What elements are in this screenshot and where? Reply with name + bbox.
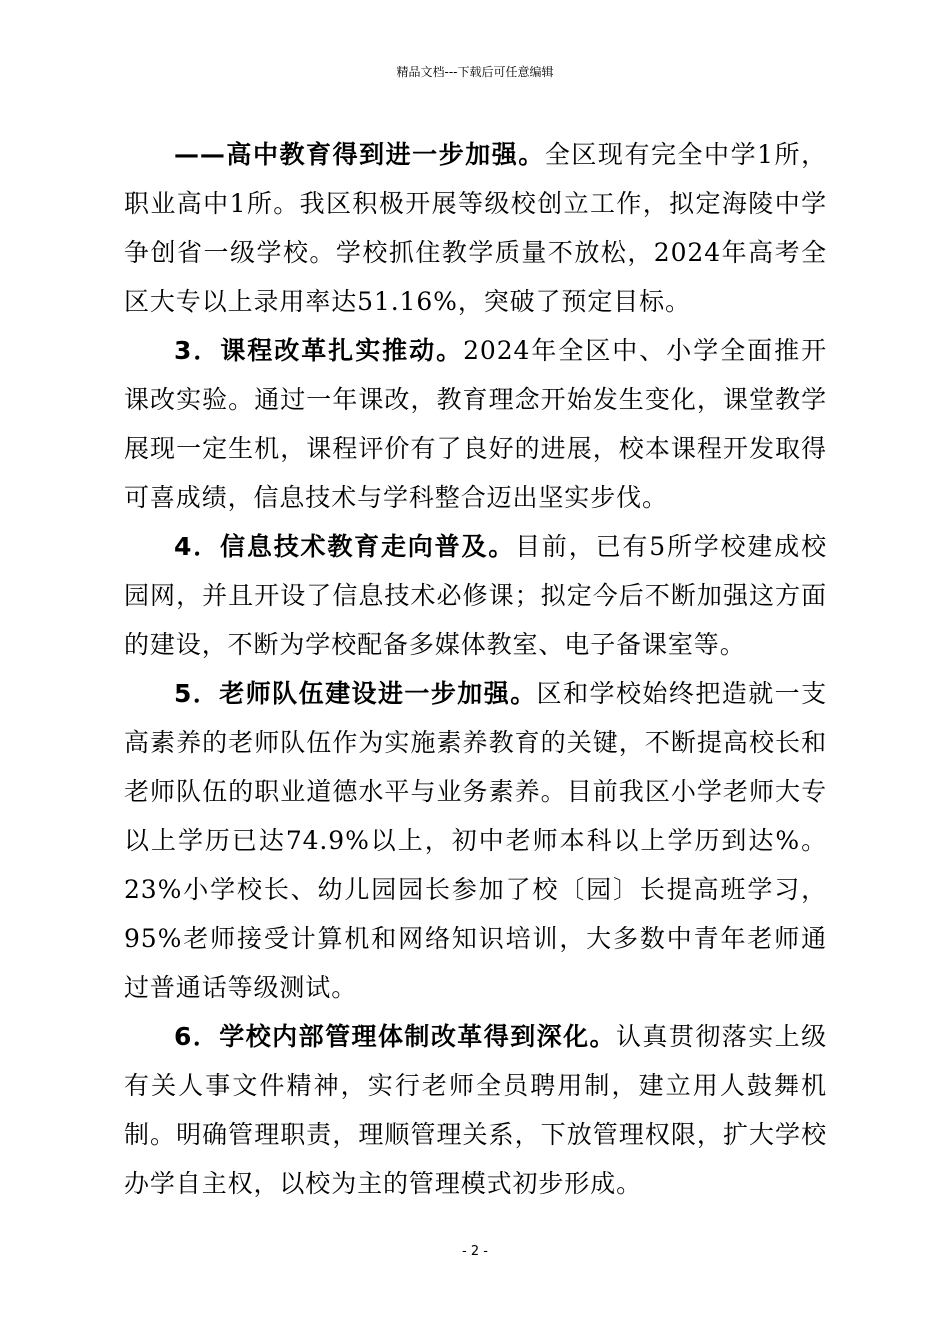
paragraph-high-school-education xyxy=(124,130,827,326)
paragraph-text: 认真贯彻落实上级有关人事文件精神，实行老师全员聘用制，建立用人鼓舞机制。明确管理职责，理顺管理关系，下放管理权限，扩大学校办学自主权，以校为主的管理模式初步形成。 xyxy=(124,1022,828,1198)
paragraph-text: 区和学校始终把造就一支高素养的老师队伍作为实施素养教育的关键，不断提高校长和老师队伍的职业道德水平与业务素养。目前我区小学老师大专以上学历已达74.9%以上，初中老师本科以上学历到达%。23%小学校长、幼儿园园长参加了校〔园〕长提高班学习，95%老师接受计算机和网络知识培训，大多数中青年老师通过普通话等级测试。 xyxy=(124,679,827,1002)
paragraph-heading: ——高中教育得到进一步加强。 xyxy=(174,140,545,169)
paragraph-text: 2024年全区中、小学全面推开课改实验。通过一年课改，教育理念开始发生变化，课堂教学展现一定生机，课程评价有了良好的进展，校本课程开发取得可喜成绩，信息技术与学科整合迈出坚实步伐。 xyxy=(124,336,828,512)
page-number: - 2 - xyxy=(462,1244,488,1259)
paragraph-text: 目前，已有5所学校建成校园网，并且开设了信息技术必修课；拟定今后不断加强这方面的建设，不断为学校配备多媒体教室、电子备课室等。 xyxy=(124,532,827,659)
paragraph-curriculum-reform xyxy=(124,326,827,522)
paragraph-management-reform xyxy=(124,1012,827,1208)
paragraph-heading: 5．老师队伍建设进一步加强。 xyxy=(174,679,537,708)
paragraph-heading: 4．信息技术教育走向普及。 xyxy=(174,532,516,561)
paragraph-it-education xyxy=(124,522,827,669)
paragraph-text: 全区现有完全中学1所，职业高中1所。我区积极开展等级校创立工作，拟定海陵中学争创省一级学校。学校抓住教学质量不放松，2024年高考全区大专以上录用率达51.16%，突破了预定目标。 xyxy=(124,140,827,316)
paragraph-heading: 6．学校内部管理体制改革得到深化。 xyxy=(174,1022,616,1051)
paragraph-teacher-team xyxy=(124,669,827,1012)
document-body xyxy=(124,130,827,1208)
paragraph-heading: 3．课程改革扎实推动。 xyxy=(174,336,464,365)
page-header: 精品文档---下载后可任意编辑 xyxy=(396,65,554,79)
